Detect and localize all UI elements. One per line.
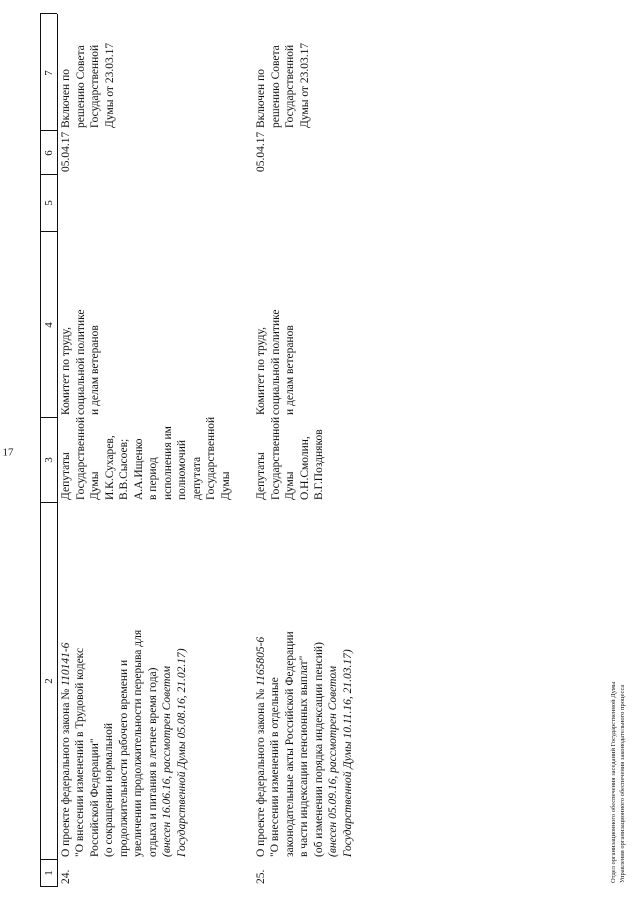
bill-note: (внесен 16.06.16, рассмотрен Советом Государственной Думы 05.08.16, 21.02.17): [161, 648, 188, 857]
bill-note: (внесен 05.09.16, рассмотрен Советом Государственной Думы 10.11.16, 21.03.17): [327, 649, 354, 857]
column-number: 4: [43, 322, 55, 328]
bill-title: [254, 505, 269, 857]
footer-department: [609, 483, 627, 883]
responsible-committee: Комитет по труду, социальной политике и делам ветеранов: [60, 309, 101, 415]
bill-title-prefix: О проекте федерального закона №: [255, 685, 267, 857]
bill-title-prefix: О проекте федерального закона №: [60, 685, 72, 857]
col-border-4: [40, 231, 57, 232]
column-number: 2: [43, 678, 55, 684]
column-number: 7: [43, 70, 55, 76]
column-number: 3: [43, 457, 55, 463]
footer-line-2: Управления организационного обеспечения законодательного процесса: [619, 684, 626, 883]
bill-title-body: "О внесении изменений в Трудовой кодекс Российской Федерации" (о сокращении нормальной продолжительности рабочего времени и увеличении продолжительности перерыва для отдыха и питания в летнее время года): [74, 629, 159, 857]
column-number: 5: [43, 200, 55, 206]
bill-number: 1165805-6: [255, 636, 267, 686]
bill-title: [59, 505, 74, 857]
column-number: 6: [43, 150, 55, 156]
inclusion-decision: Включен по решению Совета Государственной Думы от 23.03.17: [255, 42, 311, 128]
bill-authors: Депутаты Государственной Думы И.К.Сухарев, В.В.Сысоев; А.А.Ищенко в период исполнения им полномочий депутата Государственной Думы: [60, 416, 232, 500]
col-border-3: [40, 417, 57, 418]
row-number: 24.: [60, 869, 72, 884]
review-date: 05.04.17: [255, 131, 267, 172]
bill-title-body: "О внесении изменений в отдельные законодательные акты Российской Федерации в части индексации пенсионных выплат" (об изменении порядка индексации пенсий): [269, 631, 325, 857]
bill-authors: Депутаты Государственной Думы О.Н.Смолин, В.Г.Поздняков: [255, 416, 325, 500]
column-number: 1: [43, 870, 55, 876]
col-border-6: [40, 130, 57, 131]
col-border-1: [40, 859, 57, 860]
col-border-7: [40, 13, 57, 14]
responsible-committee: Комитет по труду, социальной политике и делам ветеранов: [255, 309, 296, 415]
bill-number: 110141-6: [60, 642, 72, 686]
col-border-5: [40, 174, 57, 175]
page-number: 17: [2, 446, 14, 459]
col-border-0: [40, 886, 57, 887]
review-date: 05.04.17: [60, 131, 72, 172]
table-header-border: [57, 14, 58, 887]
footer-line-1: Отдел организационного обеспечения заседаний Государственной Думы: [610, 681, 617, 883]
col-border-2: [40, 502, 57, 503]
inclusion-decision: Включен по решению Совета Государственной Думы от 23.03.17: [60, 42, 116, 128]
row-number: 25.: [255, 869, 267, 884]
table-top-border: [40, 14, 41, 887]
